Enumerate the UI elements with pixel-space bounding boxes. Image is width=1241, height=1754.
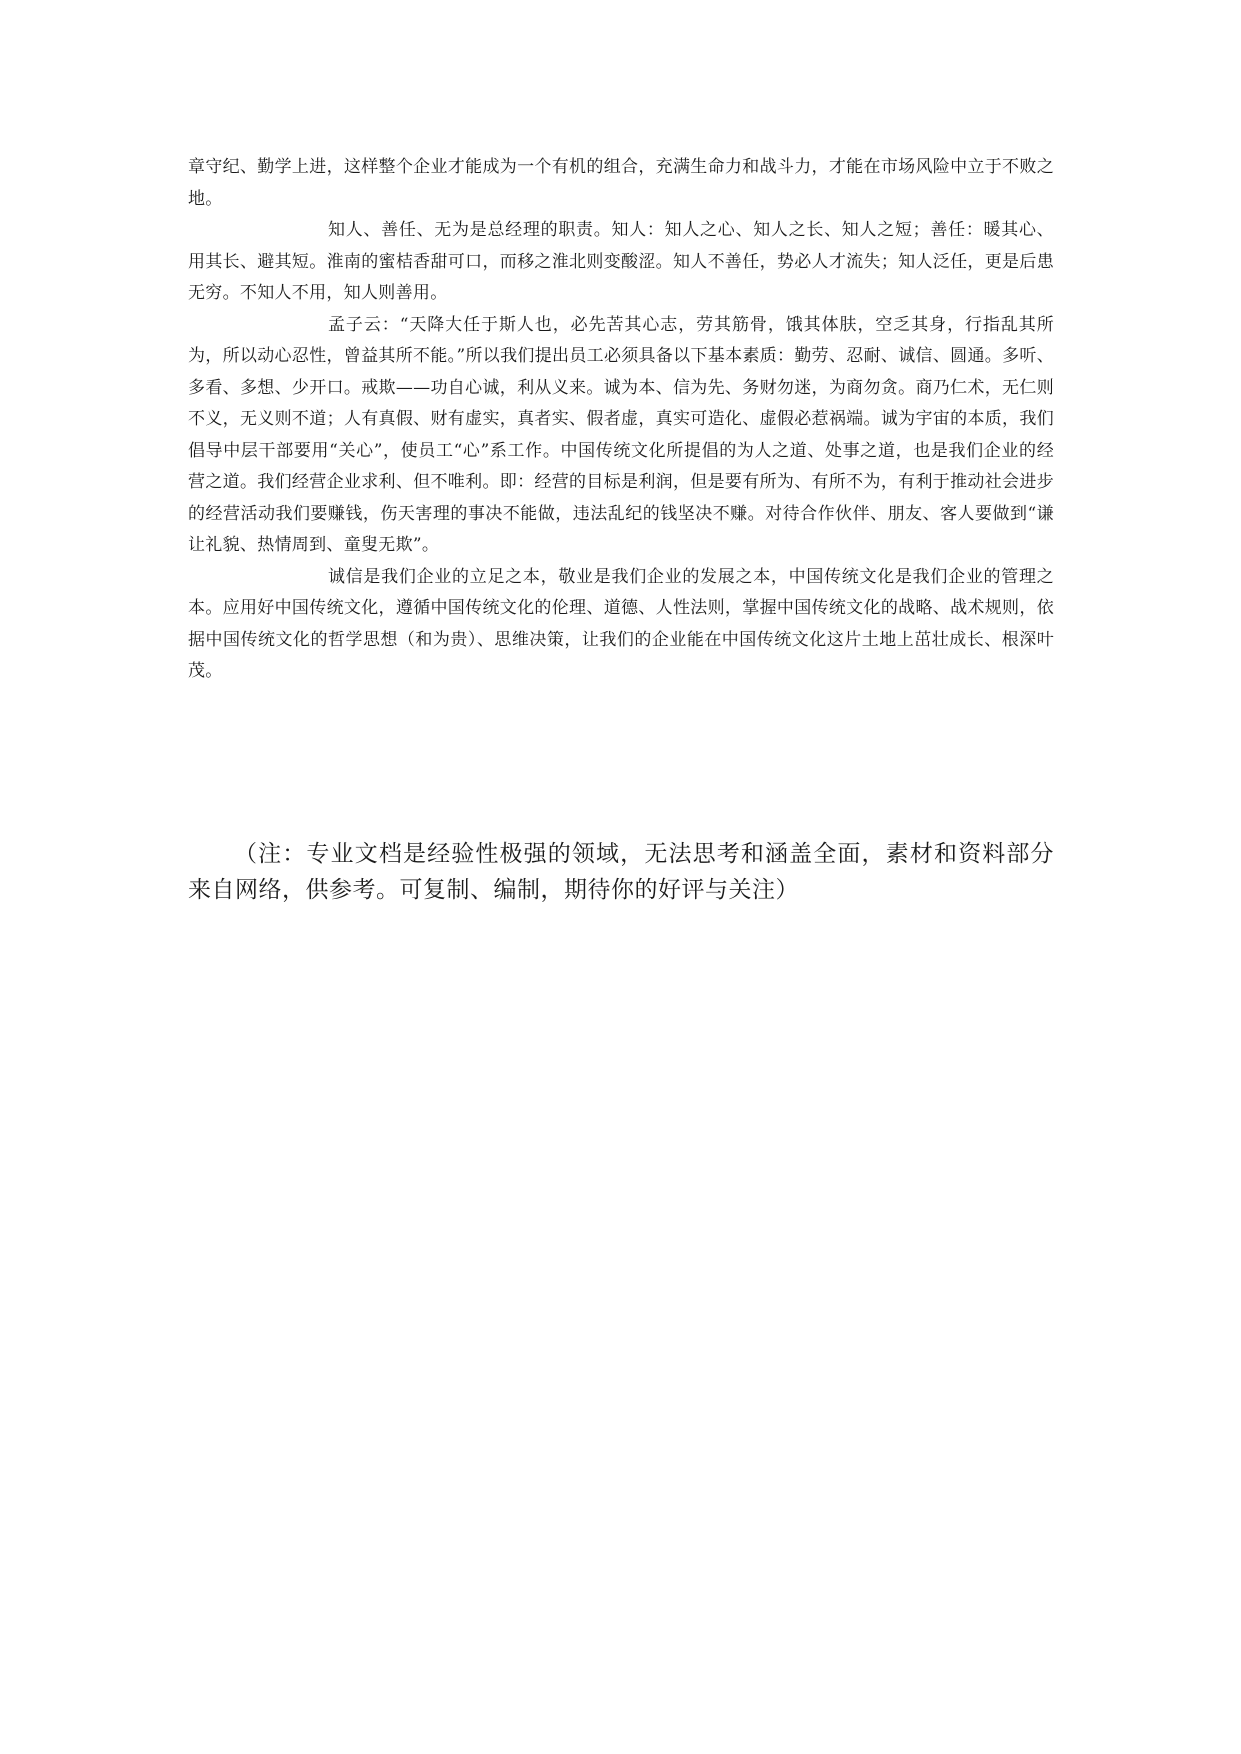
note-text: （注：专业文档是经验性极强的领域，无法思考和涵盖全面，素材和资料部分来自网络，供参考。可复制、编制，期待你的好评与关注） — [188, 841, 1054, 903]
paragraph-mengzi: 孟子云：“天降大任于斯人也，必先苦其心志，劳其筋骨，饿其体肤，空乏其身，行指乱其所为，所以动心忍性，曾益其所不能。”所以我们提出员工必须具备以下基本素质：勤劳、忍耐、诚信、圆通。多听、多看、多想、少开口。戒欺——功自心诚，利从义来。诚为本、信为先、务财勿迷，为商勿贪。商乃仁术，无仁则不义，无义则不道；人有真假、财有虚实，真者实、假者虚，真实可造化、虚假必惹祸端。诚为宇宙的本质，我们倡导中层干部要用“关心”，使员工“心”系工作。中国传统文化所提倡的为人之道、处事之道，也是我们企业的经营之道。我们经营企业求利、但不唯利。即：经营的目标是利润，但是要有所为、有所不为，有利于推动社会进步的经营活动我们要赚钱，伤天害理的事决不能做，违法乱纪的钱坚决不赚。对待合作伙伴、朋友、客人要做到“谦让礼貌、热情周到、童叟无欺”。 — [188, 314, 1054, 555]
document-body — [188, 152, 1054, 688]
paragraph-zhiren: 知人、善任、无为是总经理的职责。知人：知人之心、知人之长、知人之短；善任：暖其心、用其长、避其短。淮南的蜜桔香甜可口，而移之淮北则变酸涩。知人不善任，势必人才流失；知人泛任，更是后患无穷。不知人不用，知人则善用。 — [188, 220, 1054, 303]
document-note — [188, 836, 1054, 908]
paragraph-chengxin: 诚信是我们企业的立足之本，敬业是我们企业的发展之本，中国传统文化是我们企业的管理之本。应用好中国传统文化，遵循中国传统文化的伦理、道德、人性法则，掌握中国传统文化的战略、战术规则，依据中国传统文化的哲学思想（和为贵）、思维决策，让我们的企业能在中国传统文化这片土地上茁壮成长、根深叶茂。 — [188, 566, 1054, 681]
paragraph-continuation: 章守纪、勤学上进，这样整个企业才能成为一个有机的组合，充满生命力和战斗力，才能在市场风险中立于不败之地。 — [188, 157, 1054, 209]
